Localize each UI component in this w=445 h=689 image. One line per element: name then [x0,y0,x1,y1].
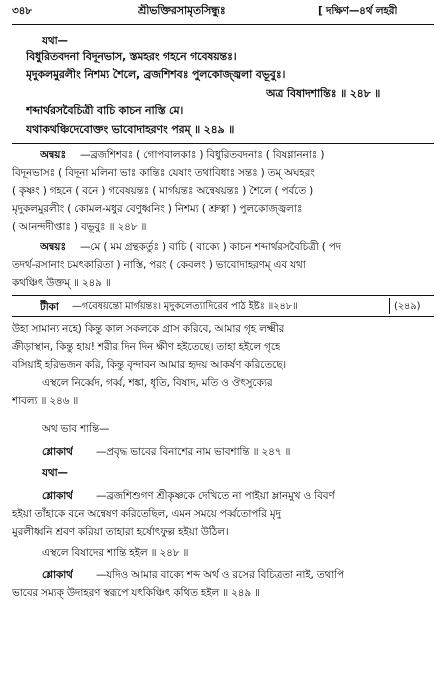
divider [12,316,434,317]
divider [12,143,434,144]
tika-label: টীকা [40,301,59,313]
verse-label: যথা— [42,35,68,47]
tika-separator [389,298,390,314]
commentary-line: উহা সামান্য নহে) কিন্তু কাল সকলকে গ্রাস করিবে, আমার গৃহ লক্ষ্মীর [12,323,285,335]
anvaya-label: অন্বয়ঃ [40,149,66,161]
verse-line: মৃদুকলমুরলীং নিশম্য শৈলে, ব্রজশিশবঃ পুলকোজ্জ্বলা বভূবুঃ। [26,68,286,81]
anvaya-line: তদর্থ-রসানাং চমৎকারিতা ) নাস্তি, পরং ( কেবলং ) ভাবোদাহরণম্ এব যথা [12,259,306,271]
section-title: [ দক্ষিণ—৪র্থ লহরী [318,5,398,17]
anvaya-line: —ব্রজশিশবঃ ( গোপবালকাঃ ) বিধুরিতবদনাঃ ( বিষণ্ণাননাঃ ) [80,149,325,161]
shlokartha-label: শ্লোকার্থ [42,490,73,502]
anvaya-line: কথঞ্চিৎ উক্তম্ ॥ ২৪৯ ॥ [12,277,111,289]
anvaya-line: ( আনন্দদীপ্তাঃ ) বভূবুঃ ॥ ২৪৮ ॥ [12,221,147,233]
verse-line: বিধুরিতবদনা বিদূনভাস, স্তমহরং গহনে গবেষয়ন্তঃ। [26,50,237,63]
shlokartha-line: —যদিও আমার বাক্যে শব্দ অর্থ ও রসের বিচিত্রতা নাই, তথাপি [96,569,345,581]
yatha-label: যথা— [42,467,68,479]
verse-line: যথাকথঞ্চিদেবোক্তং ভাবোদাহরণং পরম্ ॥ ২৪৯ ॥ [26,123,235,136]
shlokartha-line: ভাবের সম্যক্ উদাহরণ স্বরূপে যৎকিঞ্চিৎ কথিত হইল ॥ ২৪৯ ॥ [12,587,260,599]
commentary-line: শাবল্য ॥ ২৪৬ ॥ [12,395,79,407]
anvaya-line: ( কৃষ্ণং ) গহনে ( বনে ) গবেষয়ন্তঃ ( মার্গয়ন্তঃ অন্বেষয়ন্তঃ ) শৈলে ( পর্বতে ) [12,185,314,197]
shlokartha-label: শ্লোকার্থ [42,569,73,581]
shlokartha-line: মুরলীধ্বনি শ্রবণ করিয়া তাহারা হর্ষোৎফুল্ল হইয়া উঠিল। [12,526,229,538]
divider [12,295,434,296]
shlokartha-line: হইয়া তাঁহাকে বনে অন্বেষণ করিতেছিল, এমন সময়ে পর্ব্বতোপরি মৃদু [12,508,281,520]
anvaya-line: বিদূনভাসঃ ( বিদূনা মলিনা ভাঃ কান্তিঃ যেষাং তথাবিধাঃ সন্তঃ ) তম্ অঘহরং [12,167,315,179]
header-rule [12,24,434,25]
page-number: ৩৪৮ [12,5,32,17]
commentary-line: এস্থলে নির্ব্বেদ, গর্ব্ব, শঙ্কা, ধৃতি, বিষাদ, মতি ও ঔৎসুক্যের [42,377,273,389]
shlokartha-text: —প্রবৃদ্ধ ভাবের বিনাশের নাম ভাবশান্তি ॥ ২৪৭ ॥ [96,446,291,458]
shlokartha-line: এস্থলে বিষাদের শান্তি হইল ॥ ২৪৮ ॥ [42,547,189,559]
shlokartha-line: —ব্রজশিশুগণ শ্রীকৃষ্ণকে দেখিতে না পাইয়া ম্লানমুখ ও বিবর্ণ [96,490,335,502]
tika-number: (২৪৯) [394,301,421,312]
verse-line: শব্দার্থরসবৈচিত্রী বাচি কাচন নাস্তি মে। [26,104,184,117]
tika-text: —গবেষয়ন্তো মার্গয়ন্তঃ। মৃদুকলেত্যাদিরেব পাঠ ইষ্টঃ ॥২৪৮॥ [72,301,298,312]
commentary-line: বসিয়াই হরিভজন করি, কিন্তু বৃন্দাবন আমার হৃদয় আকর্ষণ করিতেছে। [12,359,286,371]
commentary-line: ক্রীড়াস্থান, কিন্তু হায়! শরীর দিন দিন ক্ষীণ হইতেছে। তাহা হইলে গৃহে [12,341,281,353]
anvaya-line: —মে ( মম গ্রন্থকর্তুঃ ) বাচি ( বাক্যে ) কাচন শব্দার্থরসবৈচিত্রী ( পদ [80,241,342,253]
verse-line: অত্র বিষাদশান্তিঃ ॥ ২৪৮ ॥ [266,87,381,100]
book-title: শ্রীভক্তিরসামৃতসিন্ধুঃ [138,4,226,17]
anvaya-line: মৃদুকলমুরলীং ( কোমল-মধুর বেণুধ্বনিং ) নিশম্য ( শ্রুত্বা ) পুলকোজ্জ্বলাঃ [12,203,303,215]
section-heading: অথ ভাব শান্তি— [42,423,110,435]
anvaya-label: অন্বয়ঃ [40,241,66,253]
shlokartha-label: শ্লোকার্থ [42,446,73,458]
